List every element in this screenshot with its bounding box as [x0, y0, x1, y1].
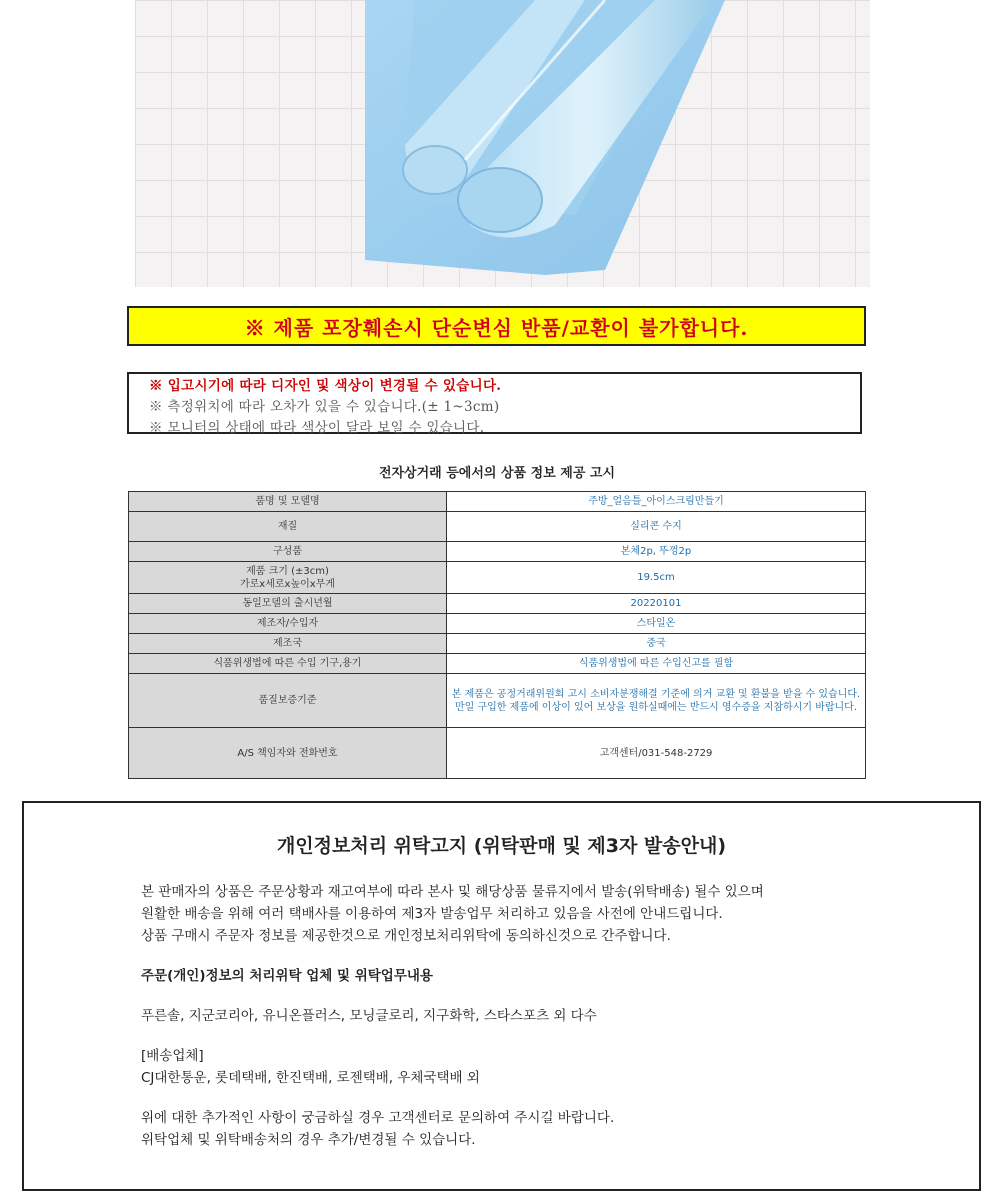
- notice-measurement: ※ 측정위치에 따라 오차가 있을 수 있습니다.(± 1~3cm): [149, 399, 500, 415]
- row-label-line2: 가로x세로x높이x무게: [239, 578, 336, 590]
- table-row: [129, 728, 866, 779]
- product-photo: [135, 0, 870, 287]
- table-row: [129, 542, 866, 562]
- privacy-subheading: 주문(개인)정보의 처리위탁 업체 및 위탁업무내용: [141, 968, 433, 984]
- privacy-closing-line: 위탁업체 및 위탁배송처의 경우 추가/변경될 수 있습니다.: [141, 1132, 476, 1148]
- row-label: 제조국: [129, 634, 447, 654]
- row-value: 주방_얼음틀_아이스크림만들기: [447, 492, 866, 512]
- row-label: 재질: [129, 512, 447, 542]
- product-info-title: 전자상거래 등에서의 상품 정보 제공 고시: [378, 466, 616, 481]
- row-value: 스타일온: [447, 614, 866, 634]
- table-row: [129, 492, 866, 512]
- product-photo-illustration: [135, 0, 870, 287]
- row-value: 본체2p, 뚜껑2p: [447, 542, 866, 562]
- privacy-para-line: 본 판매자의 상품은 주문상황과 재고여부에 따라 본사 및 해당상품 물류지에서 발송(위탁배송) 될수 있으며: [141, 884, 764, 900]
- row-label: 품질보증기준: [129, 674, 447, 728]
- row-label: 동일모델의 출시년월: [129, 594, 447, 614]
- table-row: [129, 654, 866, 674]
- return-warning-banner: [127, 306, 866, 346]
- privacy-notice-box: [22, 801, 981, 1191]
- row-label: 식품위생법에 따른 수입 기구,용기: [129, 654, 447, 674]
- notice-monitor-color: ※ 모니터의 상태에 따라 색상이 달라 보일 수 있습니다.: [149, 420, 485, 436]
- product-info-table: [128, 491, 866, 779]
- privacy-title: 개인정보처리 위탁고지 (위탁판매 및 제3자 발송안내): [276, 835, 727, 857]
- privacy-para-line: 원활한 배송을 위해 여러 택배사를 이용하여 제3자 발송업무 처리하고 있음을 사전에 안내드립니다.: [141, 906, 723, 922]
- row-value: 중국: [447, 634, 866, 654]
- row-label: [129, 562, 447, 594]
- table-row: [129, 674, 866, 728]
- row-label: 구성품: [129, 542, 447, 562]
- table-row: [129, 562, 866, 594]
- row-value: 19.5cm: [447, 562, 866, 594]
- table-row: [129, 634, 866, 654]
- product-notices: [127, 372, 862, 434]
- delivery-list: CJ대한통운, 롯데택배, 한진택배, 로젠택배, 우체국택배 외: [141, 1070, 480, 1086]
- table-row: [129, 594, 866, 614]
- row-value: 실리콘 수지: [447, 512, 866, 542]
- privacy-para-line: 상품 구매시 주문자 정보를 제공한것으로 개인정보처리위탁에 동의하신것으로 간주합니다.: [141, 928, 671, 944]
- row-label: 품명 및 모델명: [129, 492, 447, 512]
- row-value: 식품위생법에 따른 수입신고를 필함: [447, 654, 866, 674]
- table-row: [129, 614, 866, 634]
- row-value: 본 제품은 공정거래위원회 고시 소비자분쟁해결 기준에 의거 교환 및 환불을 받을 수 있습니다. 만일 구입한 제품에 이상이 있어 보상을 원하실때에는 반드시 영수증을 지참하시기 바랍니다.: [447, 674, 866, 728]
- privacy-body: [141, 881, 764, 1151]
- notice-design-change: ※ 입고시기에 따라 디자인 및 색상이 변경될 수 있습니다.: [149, 378, 502, 394]
- privacy-companies: 푸른솔, 지군코리아, 유니온플러스, 모닝글로리, 지구화학, 스타스포츠 외 다수: [141, 1008, 597, 1024]
- table-row: [129, 512, 866, 542]
- row-label-line1: 제품 크기 (±3cm): [246, 565, 329, 577]
- privacy-closing-line: 위에 대한 추가적인 사항이 궁금하실 경우 고객센터로 문의하여 주시길 바랍니다.: [141, 1110, 615, 1126]
- return-warning-text: ※ 제품 포장훼손시 단순변심 반품/교환이 불가합니다.: [244, 315, 749, 340]
- row-label: A/S 책임자와 전화번호: [129, 728, 447, 779]
- row-label: 제조자/수입자: [129, 614, 447, 634]
- row-value: 20220101: [447, 594, 866, 614]
- delivery-label: [배송업체]: [141, 1048, 204, 1064]
- row-value: 고객센터/031-548-2729: [447, 728, 866, 779]
